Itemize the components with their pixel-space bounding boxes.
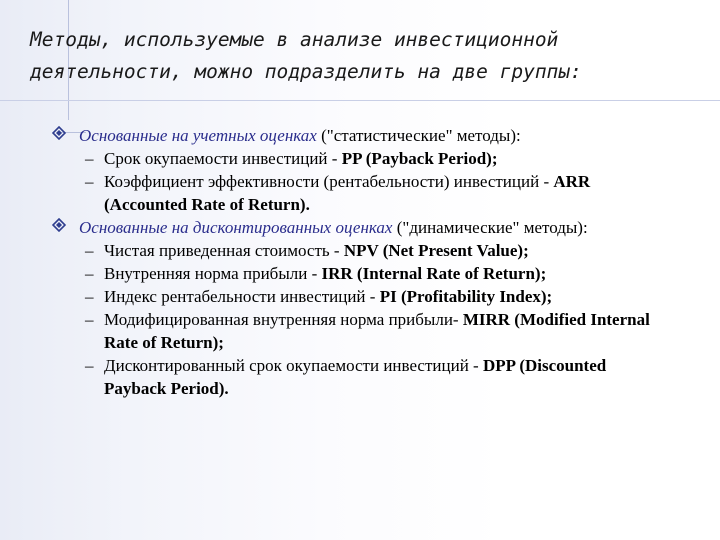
item-text: Индекс рентабельности инвестиций - [104, 287, 380, 306]
dash-bullet: – [85, 287, 94, 306]
dash-bullet: – [85, 241, 94, 260]
dash-bullet: – [85, 310, 94, 329]
item-abbrev: NPV (Net Present Value); [343, 241, 529, 260]
item-text: Чистая приведенная стоимость - [104, 241, 344, 260]
item-text: Срок окупаемости инвестиций - [104, 149, 342, 168]
list-item [85, 147, 652, 170]
diamond-bullet-icon [52, 126, 66, 140]
list-item [85, 262, 652, 285]
item-text: Модифицированная внутренняя норма прибыли- [104, 310, 463, 329]
group-discounted-methods [52, 216, 652, 239]
item-abbrev: PP (Payback Period); [341, 149, 498, 168]
dash-bullet: – [85, 172, 94, 191]
group-accounting-list [52, 147, 652, 216]
item-text: Коэффициент эффективности (рентабельности) инвестиций - [104, 172, 554, 191]
group-heading-emphasis: Основанные на учетных оценках [79, 126, 317, 145]
group-discounted-list [52, 239, 652, 400]
item-abbrev: PI (Profitability Index); [379, 287, 553, 306]
dash-bullet: – [85, 356, 94, 375]
slide-content [52, 124, 652, 400]
list-item [85, 308, 652, 354]
item-text: Дисконтированный срок окупаемости инвестиций - [104, 356, 483, 375]
list-item [85, 285, 652, 308]
dash-bullet: – [85, 149, 94, 168]
dash-bullet: – [85, 264, 94, 283]
decorative-horizontal-line [0, 100, 720, 101]
item-abbrev: IRR (Internal Rate of Return); [321, 264, 547, 283]
list-item [85, 170, 652, 216]
diamond-bullet-icon [52, 218, 66, 232]
group-accounting-methods [52, 124, 652, 147]
group-heading-emphasis: Основанные на дисконтированных оценках [79, 218, 393, 237]
item-text: Внутренняя норма прибыли - [104, 264, 322, 283]
list-item [85, 354, 652, 400]
item-abbrev: MIRR (Modified Internal Rate of Return); [104, 310, 650, 352]
slide-title: Методы, используемые в анализе инвестиционной деятельности, можно подразделить на две группы: [30, 28, 582, 83]
group-heading-rest: ("статистические" методы): [316, 126, 521, 145]
item-abbrev: ARR (Accounted Rate of Return). [104, 172, 591, 214]
group-heading-rest: ("динамические" методы): [392, 218, 588, 237]
item-abbrev: DPP (Discounted Payback Period). [104, 356, 607, 398]
list-item [85, 239, 652, 262]
